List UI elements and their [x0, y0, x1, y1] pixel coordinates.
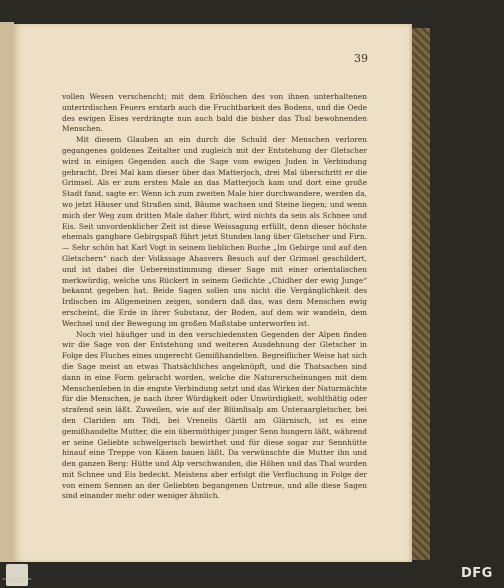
- page-text: [62, 92, 367, 502]
- paragraph-2: Mit diesem Glauben an ein durch die Schuld der Menschen verloren gegangenes goldenes Zeitalter und zugleich mit der Entstehung der Gletscher wird in einigen Gegenden auch die Sage vom ewigen Juden in Verbindung gebracht. Drei Mal kam dieser über das Matterjoch, drei Mal überschritt er die Grimsel. Als er zum ersten Male an das Matterjoch kam und dort eine große Stadt fand, sagte er: Wenn ich zum zweiten Male hier durchwandere, werden da, wo jetzt Häuser und Straßen sind, Bäume wachsen und Steine liegen; und wenn mich der Weg zum dritten Male daher führt, wird nichts da sein als Schnee und Eis. Seit unvordenklicher Zeit ist diese Weissagung erfüllt, denn dieser höchste ehemals gangbare Gebirgspaß führt jetzt Stunden lang über Gletscher und Firn. — Sehr schön hat Karl Vogt in seinem lieblichen Buche „Im Gebirge und auf den Gletschern“ nach der Volkssage Ahasvers Besuch auf der Grimsel geschildert, und ist dabei die Uebereinstimmung dieser Sage mit einer orientalischen merkwürdig, welche uns Rückert in seinem Gedichte „Chidher der ewig Junge“ bekannt gegeben hat. Beide Sagen sollen uns nicht die Vergänglichkeit des Irdischen im Allgemeinen zeigen, sondern daß das, was dem Menschen ewig erscheint, die Erde in ihrer Substanz, der Boden, auf dem wir wandeln, dem Wechsel und der Bewegung im großen Maßstabe unterworfen ist.: [62, 135, 367, 328]
- paragraph-1: vollen Wesen verschencht; mit dem Erlöschen des von ihnen unterhaltenen unterirdischen Feuers erstarb auch die Fruchtbarkeit des Bodens, und die Oede des ewigen Eises verdrängte nun auch bald die bisher das Thal bewohnenden Menschen.: [62, 92, 367, 134]
- dfg-logo: DFG: [461, 566, 493, 581]
- page-number: 39: [354, 52, 368, 65]
- viewer-footer: [0, 562, 504, 588]
- library-logo-text: STAATSBIBLIOTHEK ZU BERLIN: [2, 577, 32, 585]
- paragraph-3: Noch viel häufiger und in den verschiedensten Gegenden der Alpen finden wir die Sage von der Entstehung und weiteren Ausdehnung der Gletscher in Folge des Fluches eines ungerecht Gemißhandelten. Begreiflicher Weise hat sich die Sage meist an etwas Thatsächliches angeknüpft, und die Thatsachen sind dann in eine Form gebracht worden, welche die Naturerscheinungen mit dem Menschenleben in die engste Verbindung setzt und das Wirken der Naturmächte für die Menschen, je nach ihrer Würdigkeit oder Unwürdigkeit, wohlthätig oder strafend sein läßt. Zuweilen, wie auf der Blümlisalp am Unteraargletscher, bei den Clariden am Tödi, bei Vrenelis Gärtli am Glärnisch, ist es eine gemißhandelte Mutter, die ein übermüthiger junger Senn hungern läßt, während er seine Geliebte schwelgerisch bewirthet und für diese sogar zur Sennhütte hinauf eine Treppe von Käsen bauen läßt. Da verwünschte die Mutter ihn und den ganzen Berg: Hütte und Alp verschwanden, die Höhen und das Thal wurden mit Schnee und Eis bedeckt. Meistens aber erfolgt die Verfluchung in Folge der von einem Sennen an der Geliebten begangenen Untreue, und alle diese Sagen sind einander mehr oder weniger ähnlich.: [62, 329, 367, 501]
